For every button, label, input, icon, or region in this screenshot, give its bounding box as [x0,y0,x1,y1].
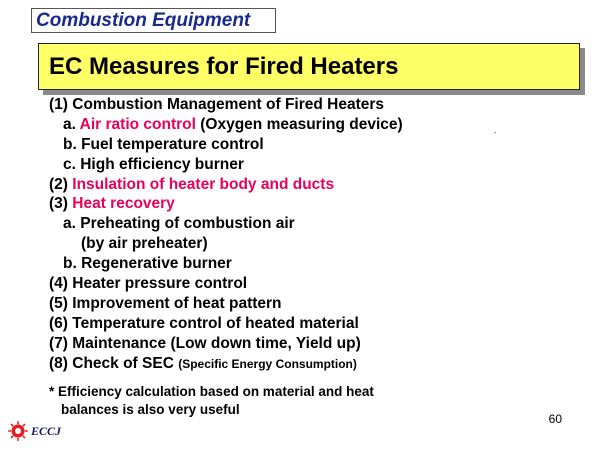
list-item-1a [49,115,403,135]
item-text: (8) Check of SEC [49,354,174,372]
logo-text: ECCJ [31,423,62,438]
list-item-8 [49,354,403,374]
list-item-1b: b. Fuel temperature control [63,135,264,153]
eccj-logo-icon [8,421,28,441]
item-text: (Oxygen measuring device) [200,115,403,133]
list-item-1c: c. High efficiency burner [63,155,244,173]
highlight-text: Heat recovery [72,195,175,213]
list-item-3b: b. Regenerative burner [63,255,232,273]
footnote-line-1: * Efficiency calculation based on material and heat [49,384,374,399]
list-item-1: (1) Combustion Management of Fired Heaters [49,96,385,113]
list-item-3a: a. Preheating of combustion air [63,215,295,233]
item-prefix: (2) [49,175,68,193]
page-number: 60 [548,412,562,426]
list-item-3a-cont: (by air preheater) [81,235,208,253]
list-item-3 [49,194,403,214]
slide-title: EC Measures for Fired Heaters [38,43,580,90]
highlight-text: Air ratio control [79,115,196,133]
footnote-line-2: balances is also very useful [61,402,240,417]
list-item-5: (5) Improvement of heat pattern [49,294,282,312]
measure-list [49,95,403,373]
item-prefix: a. [63,115,76,133]
highlight-text: Insulation of heater body and ducts [72,175,335,193]
footnote [49,383,374,419]
list-item-2 [49,175,403,195]
item-prefix: (3) [49,195,68,213]
list-item-7: (7) Maintenance (Low down time, Yield up) [49,334,361,352]
eccj-logo [8,420,61,442]
list-item-6: (6) Temperature control of heated material [49,314,359,332]
stray-mark [494,132,496,133]
list-item-4: (4) Heater pressure control [49,275,248,293]
section-label: Combustion Equipment [31,8,276,33]
item-note: (Specific Energy Consumption) [178,356,357,371]
